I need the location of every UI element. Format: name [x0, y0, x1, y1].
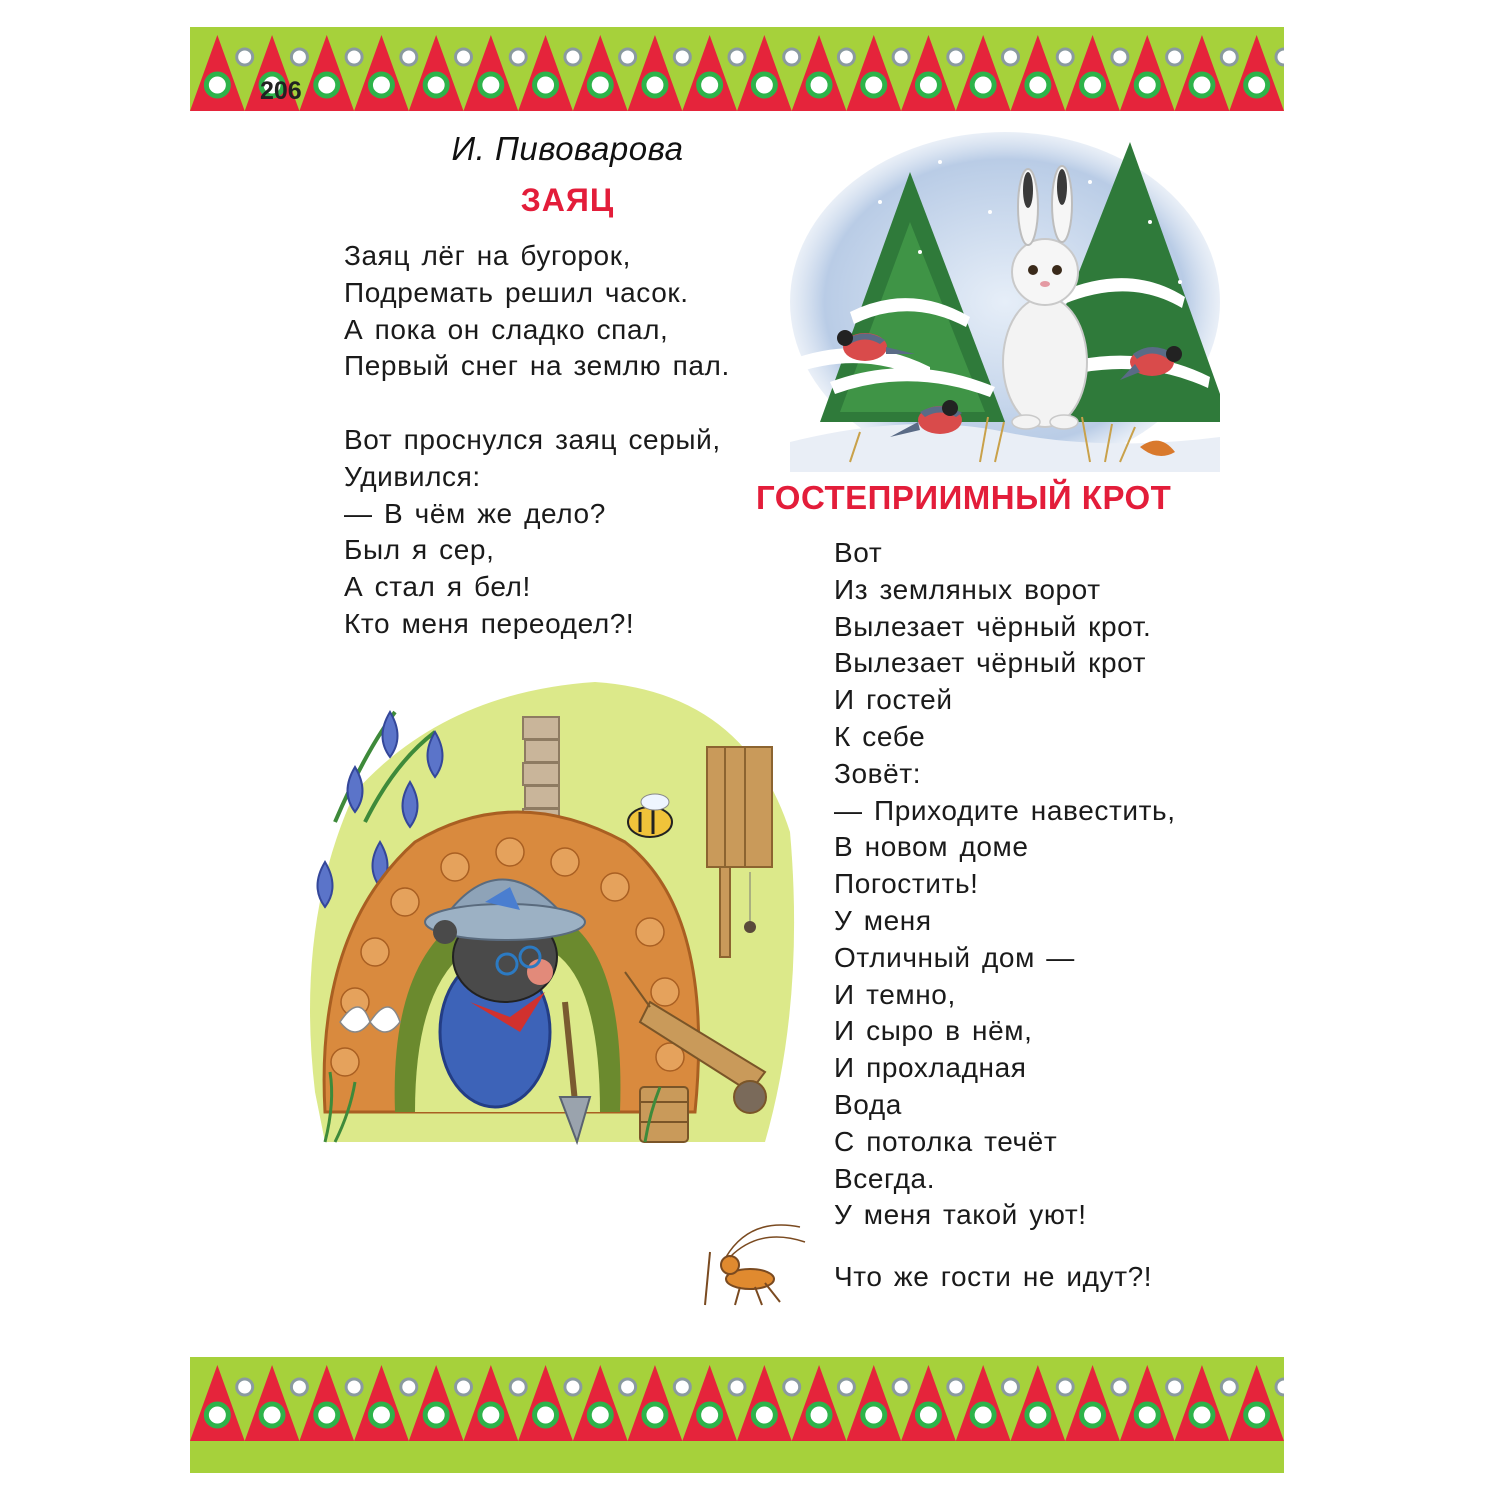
- ornament-ring: [972, 1404, 994, 1426]
- poem-line: И гостей: [834, 684, 953, 716]
- poem2-stanza-1: [834, 535, 1176, 1234]
- ornament-dot: [291, 49, 307, 65]
- ornament-ring: [370, 1404, 392, 1426]
- ornament-dot: [1057, 1379, 1073, 1395]
- ornament-ring: [699, 1404, 721, 1426]
- ornament-dot: [948, 1379, 964, 1395]
- ornament-ring: [1136, 1404, 1158, 1426]
- ornament-dot: [1057, 49, 1073, 65]
- ornament-ring: [206, 1404, 228, 1426]
- poem-line: Удивился:: [344, 460, 481, 492]
- ornament-dot: [838, 49, 854, 65]
- poem-line: Вылезает чёрный крот.: [834, 610, 1152, 642]
- ornament-ring: [261, 1404, 283, 1426]
- book-page: [190, 27, 1284, 1473]
- bottom-ornament: [190, 1357, 1284, 1441]
- ornament-ring: [972, 74, 994, 96]
- ornament-ring: [1246, 1404, 1268, 1426]
- ornament-dot: [456, 49, 472, 65]
- poem-line: Первый снег на землю пал.: [344, 350, 730, 382]
- ornament-ring: [808, 1404, 830, 1426]
- poem-line: Отличный дом —: [834, 941, 1075, 973]
- top-ornament-band: [190, 27, 1284, 111]
- ornament-dot: [1003, 49, 1019, 65]
- ornament-ring: [753, 74, 775, 96]
- poem-line: И темно,: [834, 978, 956, 1010]
- ornament-ring: [589, 1404, 611, 1426]
- poem-line: Был я сер,: [344, 534, 495, 566]
- poem-line: Вылезает чёрный крот: [834, 647, 1147, 679]
- ornament-dot: [1112, 1379, 1128, 1395]
- ornament-ring: [370, 74, 392, 96]
- ornament-dot: [565, 49, 581, 65]
- ornament-dot: [510, 49, 526, 65]
- poem-line: И сыро в нём,: [834, 1015, 1033, 1047]
- ornament-ring: [589, 74, 611, 96]
- ornament-ring: [480, 74, 502, 96]
- ornament-dot: [346, 49, 362, 65]
- ornament-ring: [316, 1404, 338, 1426]
- ornament-dot: [401, 49, 417, 65]
- poem-line: А стал я бел!: [344, 571, 531, 603]
- ornament-ring: [863, 74, 885, 96]
- poem-line: Вода: [834, 1088, 902, 1120]
- poem-line: Заяц лёг на бугорок,: [344, 240, 631, 271]
- ornament-dot: [893, 49, 909, 65]
- ornament-ring: [1136, 74, 1158, 96]
- ornament-dot: [1276, 1379, 1284, 1395]
- ornament-ring: [863, 1404, 885, 1426]
- poem-line: Зовёт:: [834, 757, 922, 789]
- poem-line: У меня такой уют!: [834, 1199, 1087, 1231]
- page-number: 206: [260, 77, 302, 105]
- poem-line: Из земляных ворот: [834, 573, 1101, 605]
- ornament-ring: [1246, 74, 1268, 96]
- ornament-dot: [1003, 1379, 1019, 1395]
- ornament-ring: [1191, 1404, 1213, 1426]
- ornament-ring: [753, 1404, 775, 1426]
- poem-line: Вот: [834, 537, 883, 568]
- ornament-dot: [237, 1379, 253, 1395]
- ornament-dot: [674, 1379, 690, 1395]
- poem-line: Кто меня переодел?!: [344, 607, 635, 639]
- hare-illustration: [790, 132, 1220, 472]
- ornament-dot: [1221, 49, 1237, 65]
- ornament-ring: [206, 74, 228, 96]
- poem-line: У меня: [834, 904, 932, 936]
- ornament-dot: [1221, 1379, 1237, 1395]
- ornament-ring: [644, 1404, 666, 1426]
- ornament-ring: [480, 1404, 502, 1426]
- poem1-author: И. Пивоварова: [451, 130, 684, 167]
- ornament-dot: [346, 1379, 362, 1395]
- poem-line: Подремать решил часок.: [344, 276, 689, 308]
- poem-line: И прохладная: [834, 1052, 1027, 1084]
- poem-line: Погостить!: [834, 868, 979, 900]
- ornament-ring: [917, 1404, 939, 1426]
- poem-line: В новом доме: [834, 831, 1029, 863]
- ornament-ring: [644, 74, 666, 96]
- ornament-ring: [917, 74, 939, 96]
- ornament-dot: [674, 49, 690, 65]
- poem2-stanza-2: [834, 1259, 1152, 1296]
- ornament-ring: [425, 1404, 447, 1426]
- ornament-dot: [838, 1379, 854, 1395]
- poem2-title: ГОСТЕПРИИМНЫЙ КРОТ: [756, 479, 1172, 516]
- ornament-ring: [425, 74, 447, 96]
- ornament-dot: [1112, 49, 1128, 65]
- ornament-ring: [1082, 74, 1104, 96]
- ornament-ring: [535, 1404, 557, 1426]
- ornament-dot: [893, 1379, 909, 1395]
- ornament-dot: [1167, 1379, 1183, 1395]
- ornament-dot: [510, 1379, 526, 1395]
- poem1-stanza-2: [344, 422, 721, 643]
- poem-line: Всегда.: [834, 1162, 936, 1194]
- poem-line: А пока он сладко спал,: [344, 313, 669, 345]
- cricket-illustration: [690, 1217, 810, 1307]
- poem-line: Что же гости не идут?!: [834, 1261, 1153, 1292]
- ornament-dot: [620, 1379, 636, 1395]
- ornament-ring: [1191, 74, 1213, 96]
- ornament-ring: [808, 74, 830, 96]
- poem-line: Вот проснулся заяц серый,: [344, 424, 721, 455]
- ornament-dot: [1167, 49, 1183, 65]
- ornament-dot: [237, 49, 253, 65]
- ornament-ring: [1027, 1404, 1049, 1426]
- ornament-dot: [620, 49, 636, 65]
- poem-line: — Приходите навестить,: [834, 794, 1176, 826]
- top-ornament: [190, 27, 1284, 111]
- ornament-dot: [729, 49, 745, 65]
- mole-illustration: [295, 672, 795, 1152]
- ornament-ring: [316, 74, 338, 96]
- ornament-dot: [565, 1379, 581, 1395]
- ornament-dot: [291, 1379, 307, 1395]
- poem1-stanza-1: [344, 238, 730, 385]
- ornament-dot: [729, 1379, 745, 1395]
- ornament-ring: [1027, 74, 1049, 96]
- poem1-title: ЗАЯЦ: [520, 182, 615, 218]
- ornament-dot: [784, 49, 800, 65]
- ornament-dot: [784, 1379, 800, 1395]
- poem-line: — В чём же дело?: [344, 497, 606, 529]
- ornament-ring: [1082, 1404, 1104, 1426]
- ornament-dot: [1276, 49, 1284, 65]
- ornament-dot: [456, 1379, 472, 1395]
- poem-line: К себе: [834, 720, 926, 752]
- bottom-ornament-band: [190, 1357, 1284, 1473]
- ornament-dot: [401, 1379, 417, 1395]
- ornament-ring: [535, 74, 557, 96]
- ornament-dot: [948, 49, 964, 65]
- ornament-ring: [699, 74, 721, 96]
- poem-line: С потолка течёт: [834, 1125, 1058, 1157]
